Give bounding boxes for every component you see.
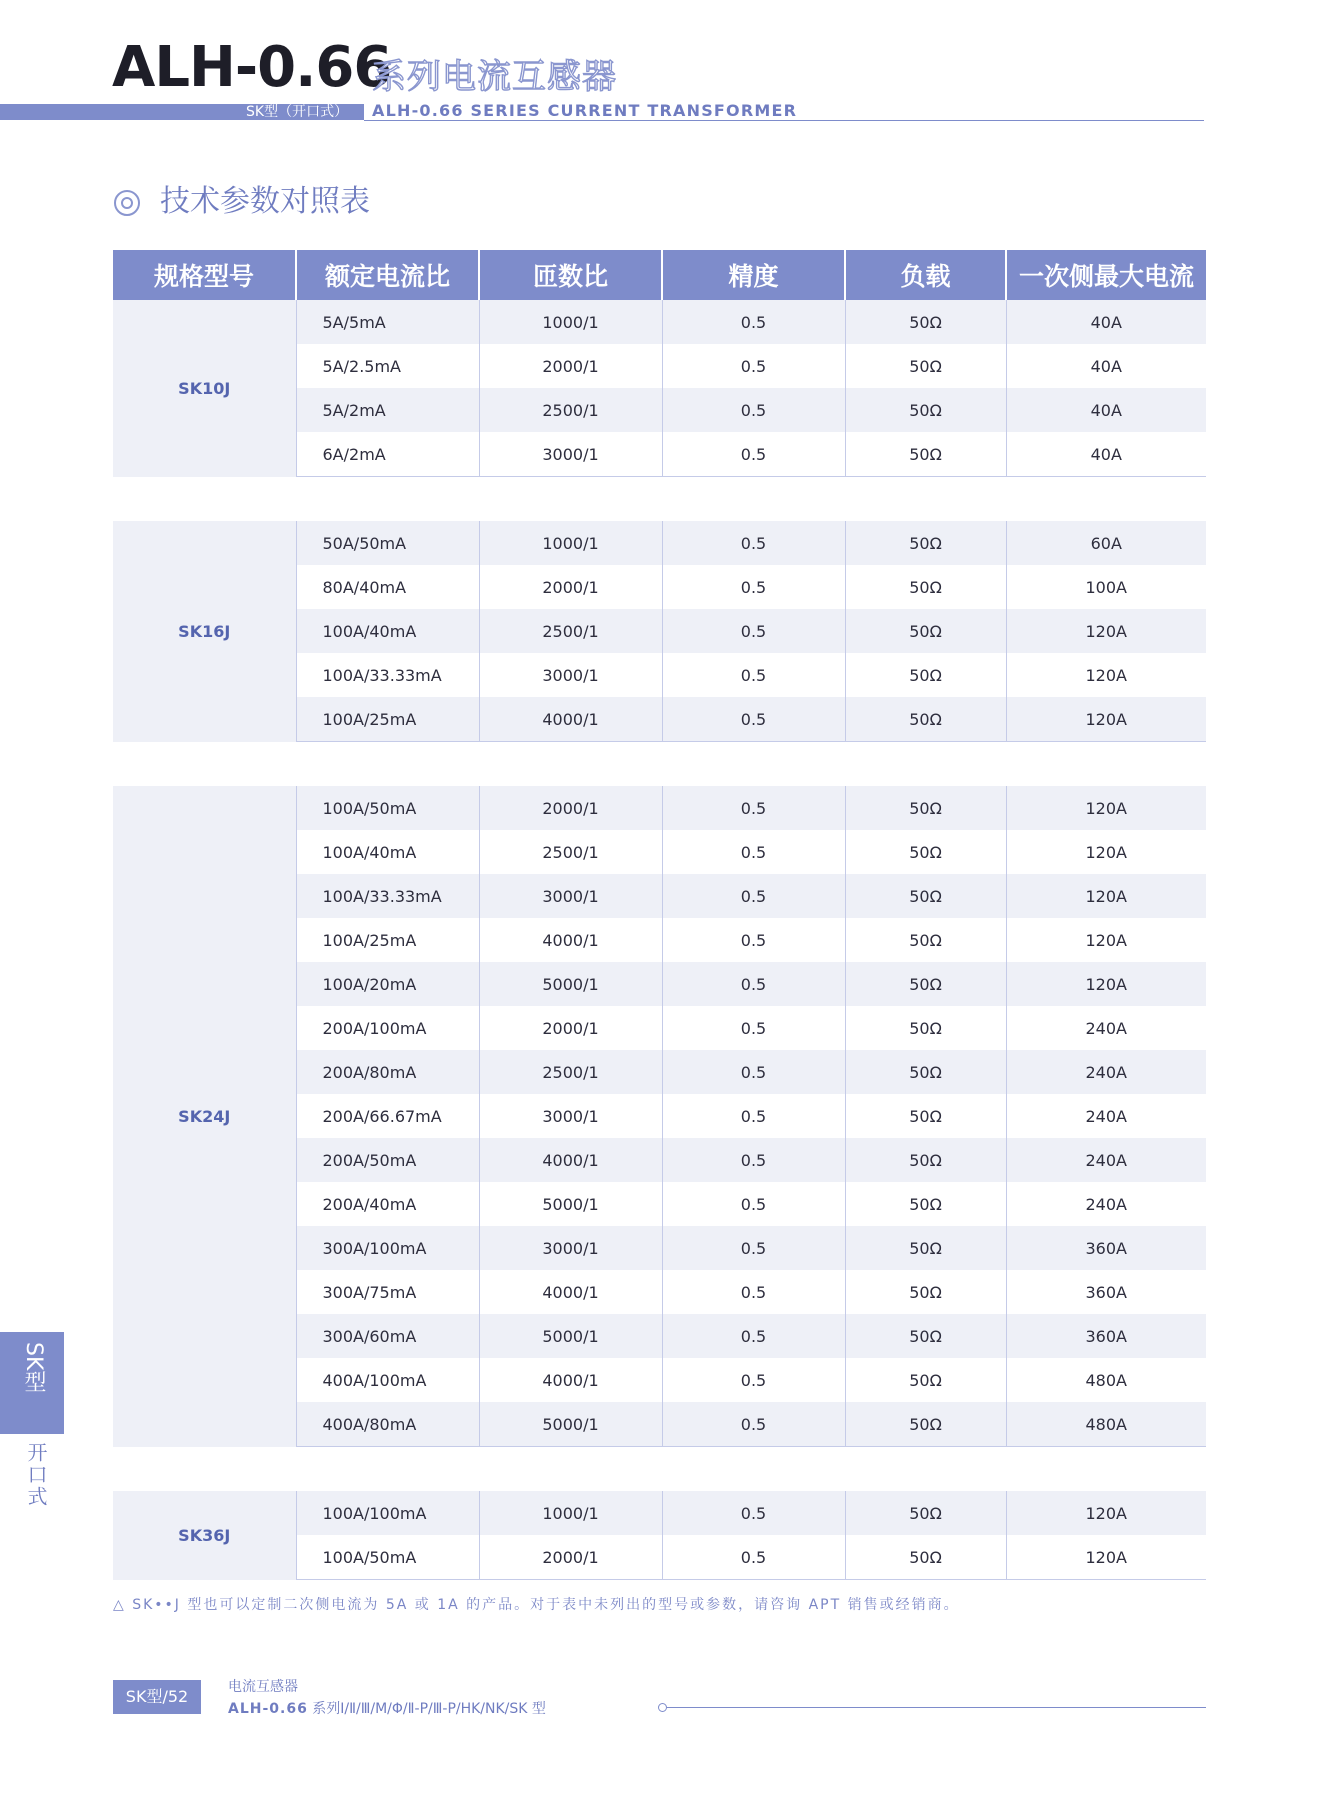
cell-turns-ratio: 3000/1 xyxy=(479,1226,662,1270)
cell-accuracy: 0.5 xyxy=(662,1182,845,1226)
cell-load: 50Ω xyxy=(845,388,1006,432)
cell-rated-ratio: 100A/20mA xyxy=(296,962,479,1006)
side-tab-label: SK型 xyxy=(21,1342,46,1393)
cell-turns-ratio: 2000/1 xyxy=(479,344,662,388)
col-header-max-current: 一次侧最大电流 xyxy=(1006,250,1206,300)
cell-load: 50Ω xyxy=(845,1226,1006,1270)
cell-load: 50Ω xyxy=(845,830,1006,874)
cell-max-current: 120A xyxy=(1006,874,1206,918)
cell-load: 50Ω xyxy=(845,1270,1006,1314)
cell-accuracy: 0.5 xyxy=(662,786,845,830)
cell-turns-ratio: 1000/1 xyxy=(479,300,662,344)
cell-max-current: 60A xyxy=(1006,521,1206,565)
cell-accuracy: 0.5 xyxy=(662,1314,845,1358)
cell-accuracy: 0.5 xyxy=(662,521,845,565)
cell-load: 50Ω xyxy=(845,1050,1006,1094)
header-title-cn: 系列电流互感器 xyxy=(372,57,617,97)
group-spacer xyxy=(113,477,1206,522)
cell-load: 50Ω xyxy=(845,918,1006,962)
cell-turns-ratio: 4000/1 xyxy=(479,1270,662,1314)
cell-load: 50Ω xyxy=(845,609,1006,653)
cell-accuracy: 0.5 xyxy=(662,697,845,742)
cell-load: 50Ω xyxy=(845,1535,1006,1580)
cell-accuracy: 0.5 xyxy=(662,1402,845,1447)
cell-max-current: 40A xyxy=(1006,388,1206,432)
col-header-model: 规格型号 xyxy=(113,250,296,300)
footer-series xyxy=(228,1698,546,1718)
cell-max-current: 40A xyxy=(1006,432,1206,477)
cell-max-current: 120A xyxy=(1006,697,1206,742)
cell-turns-ratio: 5000/1 xyxy=(479,1402,662,1447)
cell-load: 50Ω xyxy=(845,1138,1006,1182)
cell-rated-ratio: 100A/100mA xyxy=(296,1491,479,1535)
cell-turns-ratio: 2000/1 xyxy=(479,565,662,609)
cell-accuracy: 0.5 xyxy=(662,565,845,609)
cell-rated-ratio: 100A/25mA xyxy=(296,918,479,962)
cell-accuracy: 0.5 xyxy=(662,1050,845,1094)
cell-max-current: 120A xyxy=(1006,786,1206,830)
section-title: 技术参数对照表 xyxy=(160,184,370,219)
cell-load: 50Ω xyxy=(845,1006,1006,1050)
cell-model: SK16J xyxy=(113,521,296,742)
cell-turns-ratio: 2500/1 xyxy=(479,830,662,874)
cell-accuracy: 0.5 xyxy=(662,1491,845,1535)
cell-load: 50Ω xyxy=(845,697,1006,742)
cell-turns-ratio: 2500/1 xyxy=(479,388,662,432)
cell-turns-ratio: 2000/1 xyxy=(479,1006,662,1050)
cell-turns-ratio: 2500/1 xyxy=(479,609,662,653)
cell-accuracy: 0.5 xyxy=(662,388,845,432)
group-spacer xyxy=(113,1447,1206,1492)
footer-category: 电流互感器 xyxy=(228,1679,298,1695)
cell-max-current: 120A xyxy=(1006,1491,1206,1535)
cell-rated-ratio: 200A/100mA xyxy=(296,1006,479,1050)
cell-max-current: 360A xyxy=(1006,1270,1206,1314)
cell-rated-ratio: 100A/50mA xyxy=(296,786,479,830)
cell-turns-ratio: 3000/1 xyxy=(479,1094,662,1138)
cell-max-current: 120A xyxy=(1006,609,1206,653)
group-spacer-cell xyxy=(113,477,1206,522)
cell-load: 50Ω xyxy=(845,565,1006,609)
cell-max-current: 120A xyxy=(1006,962,1206,1006)
cell-load: 50Ω xyxy=(845,1094,1006,1138)
table-row xyxy=(113,300,1206,344)
cell-max-current: 360A xyxy=(1006,1226,1206,1270)
cell-accuracy: 0.5 xyxy=(662,300,845,344)
col-header-load: 负载 xyxy=(845,250,1006,300)
footnote: △ SK••J 型也可以定制二次侧电流为 5A 或 1A 的产品。对于表中未列出的型号或参数，请咨询 APT 销售或经销商。 xyxy=(113,1597,960,1613)
cell-load: 50Ω xyxy=(845,432,1006,477)
cell-accuracy: 0.5 xyxy=(662,962,845,1006)
group-spacer-cell xyxy=(113,742,1206,787)
cell-turns-ratio: 3000/1 xyxy=(479,874,662,918)
cell-rated-ratio: 5A/2mA xyxy=(296,388,479,432)
cell-accuracy: 0.5 xyxy=(662,432,845,477)
cell-load: 50Ω xyxy=(845,874,1006,918)
cell-turns-ratio: 4000/1 xyxy=(479,1138,662,1182)
cell-max-current: 100A xyxy=(1006,565,1206,609)
cell-max-current: 240A xyxy=(1006,1138,1206,1182)
cell-max-current: 40A xyxy=(1006,344,1206,388)
cell-rated-ratio: 100A/50mA xyxy=(296,1535,479,1580)
cell-model: SK24J xyxy=(113,786,296,1447)
cell-max-current: 360A xyxy=(1006,1314,1206,1358)
cell-accuracy: 0.5 xyxy=(662,1226,845,1270)
cell-turns-ratio: 4000/1 xyxy=(479,697,662,742)
cell-accuracy: 0.5 xyxy=(662,918,845,962)
cell-max-current: 240A xyxy=(1006,1050,1206,1094)
cell-rated-ratio: 100A/40mA xyxy=(296,830,479,874)
cell-turns-ratio: 4000/1 xyxy=(479,918,662,962)
page-number-badge: SK型/52 xyxy=(113,1680,201,1714)
spec-table-body xyxy=(113,300,1206,1580)
cell-rated-ratio: 400A/100mA xyxy=(296,1358,479,1402)
cell-rated-ratio: 5A/2.5mA xyxy=(296,344,479,388)
cell-load: 50Ω xyxy=(845,962,1006,1006)
side-tab[interactable] xyxy=(0,1332,64,1434)
cell-max-current: 40A xyxy=(1006,300,1206,344)
cell-turns-ratio: 3000/1 xyxy=(479,653,662,697)
cell-accuracy: 0.5 xyxy=(662,1270,845,1314)
cell-max-current: 480A xyxy=(1006,1358,1206,1402)
cell-model: SK36J xyxy=(113,1491,296,1580)
footer-series-model: ALH-0.66 xyxy=(228,1701,308,1717)
cell-max-current: 120A xyxy=(1006,830,1206,874)
cell-rated-ratio: 200A/66.67mA xyxy=(296,1094,479,1138)
cell-accuracy: 0.5 xyxy=(662,609,845,653)
cell-model: SK10J xyxy=(113,300,296,477)
group-spacer xyxy=(113,742,1206,787)
cell-max-current: 120A xyxy=(1006,918,1206,962)
cell-rated-ratio: 100A/33.33mA xyxy=(296,874,479,918)
cell-rated-ratio: 5A/5mA xyxy=(296,300,479,344)
cell-rated-ratio: 300A/100mA xyxy=(296,1226,479,1270)
table-header-row xyxy=(113,250,1206,300)
col-header-rated-ratio: 额定电流比 xyxy=(296,250,479,300)
cell-rated-ratio: 100A/25mA xyxy=(296,697,479,742)
col-header-accuracy: 精度 xyxy=(662,250,845,300)
cell-accuracy: 0.5 xyxy=(662,344,845,388)
cell-accuracy: 0.5 xyxy=(662,1138,845,1182)
side-tab-sub: 开口式 xyxy=(24,1442,48,1508)
spec-table xyxy=(113,250,1206,1580)
header-rule xyxy=(364,120,1204,121)
cell-load: 50Ω xyxy=(845,300,1006,344)
cell-turns-ratio: 2000/1 xyxy=(479,786,662,830)
cell-accuracy: 0.5 xyxy=(662,830,845,874)
footer-rule xyxy=(667,1707,1206,1708)
cell-accuracy: 0.5 xyxy=(662,874,845,918)
cell-accuracy: 0.5 xyxy=(662,653,845,697)
table-row xyxy=(113,521,1206,565)
cell-turns-ratio: 5000/1 xyxy=(479,1314,662,1358)
cell-max-current: 120A xyxy=(1006,1535,1206,1580)
cell-max-current: 120A xyxy=(1006,653,1206,697)
cell-turns-ratio: 1000/1 xyxy=(479,1491,662,1535)
col-header-turns-ratio: 匝数比 xyxy=(479,250,662,300)
cell-accuracy: 0.5 xyxy=(662,1094,845,1138)
cell-turns-ratio: 1000/1 xyxy=(479,521,662,565)
table-row xyxy=(113,786,1206,830)
cell-rated-ratio: 200A/40mA xyxy=(296,1182,479,1226)
cell-load: 50Ω xyxy=(845,1491,1006,1535)
cell-load: 50Ω xyxy=(845,344,1006,388)
cell-max-current: 240A xyxy=(1006,1182,1206,1226)
cell-rated-ratio: 6A/2mA xyxy=(296,432,479,477)
cell-load: 50Ω xyxy=(845,521,1006,565)
cell-load: 50Ω xyxy=(845,1182,1006,1226)
cell-rated-ratio: 80A/40mA xyxy=(296,565,479,609)
cell-accuracy: 0.5 xyxy=(662,1535,845,1580)
cell-turns-ratio: 5000/1 xyxy=(479,962,662,1006)
cell-load: 50Ω xyxy=(845,1314,1006,1358)
cell-rated-ratio: 200A/80mA xyxy=(296,1050,479,1094)
cell-max-current: 240A xyxy=(1006,1094,1206,1138)
cell-rated-ratio: 400A/80mA xyxy=(296,1402,479,1447)
cell-turns-ratio: 2500/1 xyxy=(479,1050,662,1094)
cell-accuracy: 0.5 xyxy=(662,1358,845,1402)
cell-max-current: 480A xyxy=(1006,1402,1206,1447)
cell-load: 50Ω xyxy=(845,1358,1006,1402)
cell-rated-ratio: 50A/50mA xyxy=(296,521,479,565)
header-model: ALH-0.66 xyxy=(112,35,392,100)
cell-turns-ratio: 5000/1 xyxy=(479,1182,662,1226)
cell-turns-ratio: 3000/1 xyxy=(479,432,662,477)
header-title-en: ALH-0.66 SERIES CURRENT TRANSFORMER xyxy=(372,101,798,120)
cell-accuracy: 0.5 xyxy=(662,1006,845,1050)
cell-turns-ratio: 2000/1 xyxy=(479,1535,662,1580)
cell-rated-ratio: 100A/40mA xyxy=(296,609,479,653)
cell-load: 50Ω xyxy=(845,1402,1006,1447)
cell-load: 50Ω xyxy=(845,653,1006,697)
footer-dot-icon xyxy=(658,1703,667,1712)
header-type-label: SK型（开口式） xyxy=(246,104,349,120)
cell-rated-ratio: 300A/75mA xyxy=(296,1270,479,1314)
cell-turns-ratio: 4000/1 xyxy=(479,1358,662,1402)
table-row xyxy=(113,1491,1206,1535)
group-spacer-cell xyxy=(113,1447,1206,1492)
cell-rated-ratio: 200A/50mA xyxy=(296,1138,479,1182)
cell-rated-ratio: 300A/60mA xyxy=(296,1314,479,1358)
cell-rated-ratio: 100A/33.33mA xyxy=(296,653,479,697)
cell-load: 50Ω xyxy=(845,786,1006,830)
cell-max-current: 240A xyxy=(1006,1006,1206,1050)
footer-series-list: 系列Ⅰ/Ⅱ/Ⅲ/M/Φ/Ⅱ-P/Ⅲ-P/HK/NK/SK 型 xyxy=(312,1701,546,1717)
target-circle-icon xyxy=(114,190,140,216)
